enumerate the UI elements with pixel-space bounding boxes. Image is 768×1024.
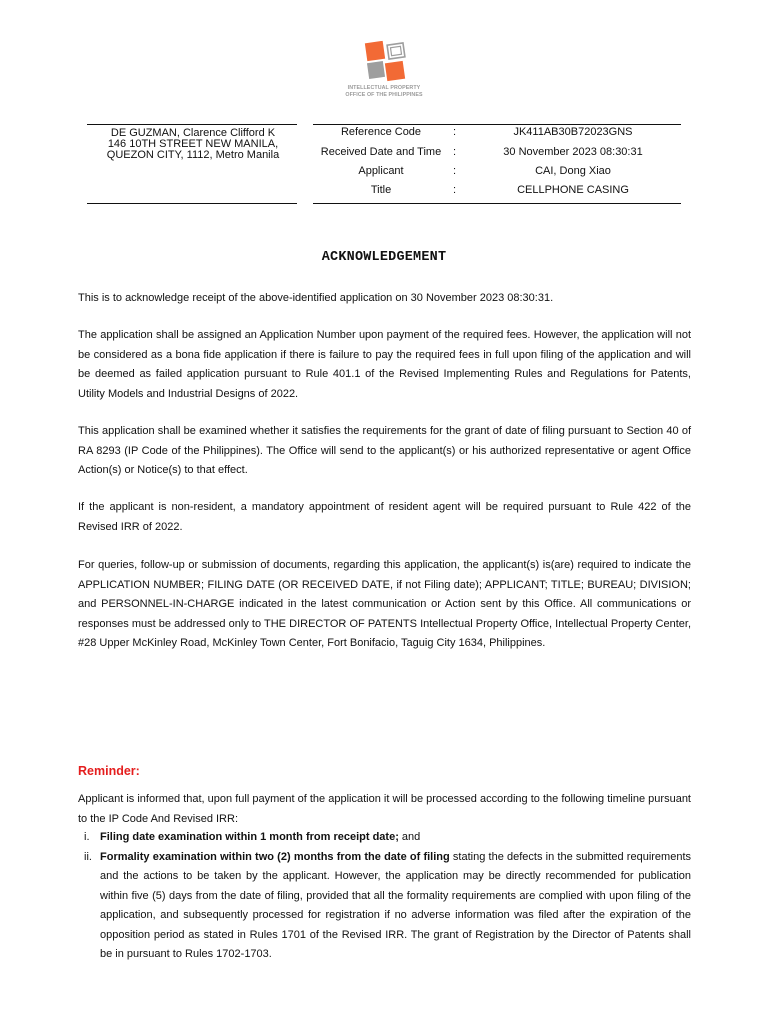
document-title: ACKNOWLEDGEMENT — [321, 250, 447, 265]
ref-colon: : — [453, 165, 457, 177]
list-item — [78, 828, 691, 848]
list-item — [78, 848, 691, 965]
ipophil-logo-icon — [360, 38, 408, 84]
logo-text-line2: OFFICE OF THE PHILIPPINES — [345, 92, 423, 98]
list-item-text: stating the defects in the submitted requirements and the actions to be taken by the applicant. However, the application may be directly recommended for publication within five (5) days from the date of filing, provided that all the formality requirements are complied with upon filing of the application, and subsequently processed for registration if no adverse information was filed after the expiration of the opposition period as stated in Rules 1701 of the Revised IRR. The grant of Registration by the Director of Patents shall be in pursuant to Rules 1702-1703. — [100, 850, 691, 960]
ref-row-code — [313, 126, 681, 142]
ref-value: CELLPHONE CASING — [517, 184, 629, 196]
list-item-bold: Filing date examination within 1 month from receipt date; — [100, 831, 399, 843]
reminder-intro: Applicant is informed that, upon full payment of the application it will be processed according to the following timeline pursuant to the IP Code And Revised IRR: — [78, 793, 691, 825]
ref-colon: : — [453, 146, 457, 158]
paragraph-non-resident: If the applicant is non-resident, a mandatory appointment of resident agent will be required pursuant to Rule 422 of the Revised IRR of 2022. — [78, 501, 691, 533]
addressee-street: 146 10TH STREET NEW MANILA, — [107, 138, 279, 150]
reminder-heading: Reminder: — [78, 764, 140, 778]
paragraph-fees: The application shall be assigned an Application Number upon payment of the required fees. However, the application will not be considered as a bona fide application if there is failure to pay the required fees in full upon filing of the application and will be deemed as failed application pursuant to Rule 401.1 of the Revised Implementing Rules and Regulations for Patents, Utility Models and Industrial Designs of 2022. — [78, 329, 691, 400]
ipophil-logo — [336, 38, 432, 104]
logo-text-line1: INTELLECTUAL PROPERTY — [347, 85, 421, 91]
ref-colon: : — [453, 126, 457, 138]
ref-label: Received Date and Time — [320, 146, 442, 158]
paragraph-acknowledge: This is to acknowledge receipt of the above-identified application on 30 November 2023 08:30:31. — [78, 292, 554, 304]
addressee-city: QUEZON CITY, 1112, Metro Manila — [106, 149, 280, 161]
ref-value: CAI, Dong Xiao — [535, 165, 611, 177]
reference-table — [313, 124, 681, 204]
ref-label: Title — [370, 184, 392, 196]
addressee-block — [87, 124, 297, 204]
ref-row-applicant — [313, 165, 681, 181]
ref-value: 30 November 2023 08:30:31 — [503, 146, 643, 158]
ref-row-title — [313, 184, 681, 200]
list-item-text: and — [398, 831, 421, 843]
paragraph-examination: This application shall be examined whether it satisfies the requirements for the grant of date of filing pursuant to Section 40 of RA 8293 (IP Code of the Philippines). The Office will send to the applicant(s) or his authorized representative or agent Office Action(s) or Notice(s) to that effect. — [78, 425, 691, 476]
ref-label: Applicant — [358, 165, 404, 177]
ref-value: JK411AB30B72023GNS — [513, 126, 633, 138]
list-item-number: ii. — [84, 850, 92, 863]
list-item-bold: Formality examination within two (2) months from the date of filing — [100, 850, 450, 863]
addressee-name: DE GUZMAN, Clarence Clifford K — [110, 127, 276, 139]
paragraph-queries: For queries, follow-up or submission of documents, regarding this application, the applicant(s) is(are) required to indicate the APPLICATION NUMBER; FILING DATE (OR RECEIVED DATE, if not Filing date); APPLICANT; TITLE; BUREAU; DIVISION; and PERSONNEL-IN-CHARGE indicated in the latest communication or Action sent by this Office. All communications or responses must be addressed only to THE DIRECTOR OF PATENTS Intellectual Property Office, Intellectual Property Center, #28 Upper McKinley Road, McKinley Town Center, Fort Bonifacio, Taguig City 1634, Philippines. — [78, 559, 691, 649]
ref-row-received — [313, 146, 681, 162]
reminder-list — [78, 828, 691, 965]
ref-label: Reference Code — [340, 126, 422, 138]
list-item-number: i. — [84, 831, 90, 843]
ref-colon: : — [453, 184, 457, 196]
